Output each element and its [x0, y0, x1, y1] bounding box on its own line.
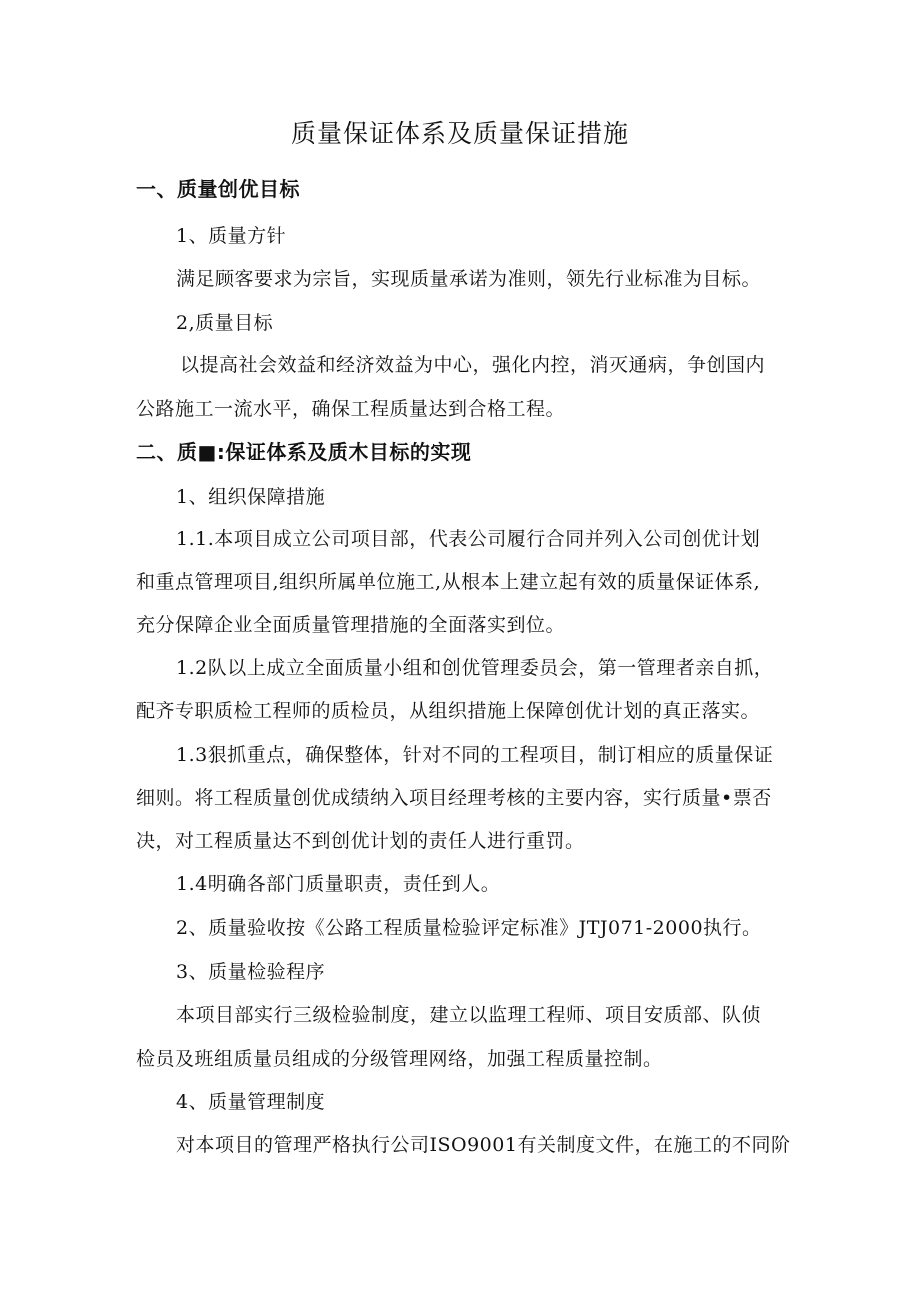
paragraph-line: 1.2队以上成立全面质量小组和创优管理委员会，第一管理者亲自抓，: [176, 657, 774, 679]
paragraph-line: 2、质量验收按《公路工程质量检验评定标准》JTJ071-2000执行。: [176, 917, 762, 939]
paragraph-line: 1.3狠抓重点，确保整体，针对不同的工程项目，制订相应的质量保证: [176, 744, 774, 766]
paragraph-line: 对本项目的管理严格执行公司ISO9001有关制度文件，在施工的不同阶: [176, 1134, 791, 1156]
section-heading-2: 二、质■:保证体系及质木目标的实现: [136, 440, 472, 464]
paragraph-line: 1.4明确各部门质量职责，责任到人。: [176, 873, 501, 895]
subheading-quality-goal: 2,质量目标: [176, 312, 274, 334]
document-title: 质量保证体系及质量保证措施: [290, 119, 629, 148]
paragraph-line: 公路施工一流水平，确保工程质量达到合格工程。: [136, 398, 566, 420]
subheading-quality-policy: 1、质量方针: [176, 225, 287, 247]
paragraph-line: 以提高社会效益和经济效益为中心，强化内控，消灭通病，争创国内: [180, 354, 766, 376]
subheading-organization: 1、组织保障措施: [176, 486, 326, 508]
paragraph-line: 细则。将工程质量创优成绩纳入项目经理考核的主要内容，实行质量•票否: [136, 787, 772, 809]
paragraph-line: 和重点管理项目,组织所属单位施工,从根本上建立起有效的质量保证体系,: [136, 571, 761, 593]
paragraph-line: 检员及班组质量员组成的分级管理网络，加强工程质量控制。: [136, 1048, 663, 1070]
paragraph-line: 决，对工程质量达不到创优计划的责任人进行重罚。: [136, 830, 585, 852]
section-heading-1: 一、质量创优目标: [136, 177, 300, 201]
paragraph-line: 满足顾客要求为宗旨，实现质量承诺为准则，领先行业标准为目标。: [176, 268, 762, 290]
paragraph-line: 充分保障企业全面质量管理措施的全面落实到位。: [136, 614, 566, 636]
paragraph-line: 本项目部实行三级检验制度，建立以监理工程师、项目安质部、队侦: [176, 1004, 762, 1026]
subheading-management: 4、质量管理制度: [176, 1091, 326, 1113]
paragraph-line: 配齐专职质检工程师的质检员，从组织措施上保障创优计划的真正落实。: [136, 700, 761, 722]
paragraph-line: 1.1.本项目成立公司项目部，代表公司履行合同并列入公司创优计划: [176, 528, 761, 550]
subheading-inspection: 3、质量检验程序: [176, 961, 326, 983]
